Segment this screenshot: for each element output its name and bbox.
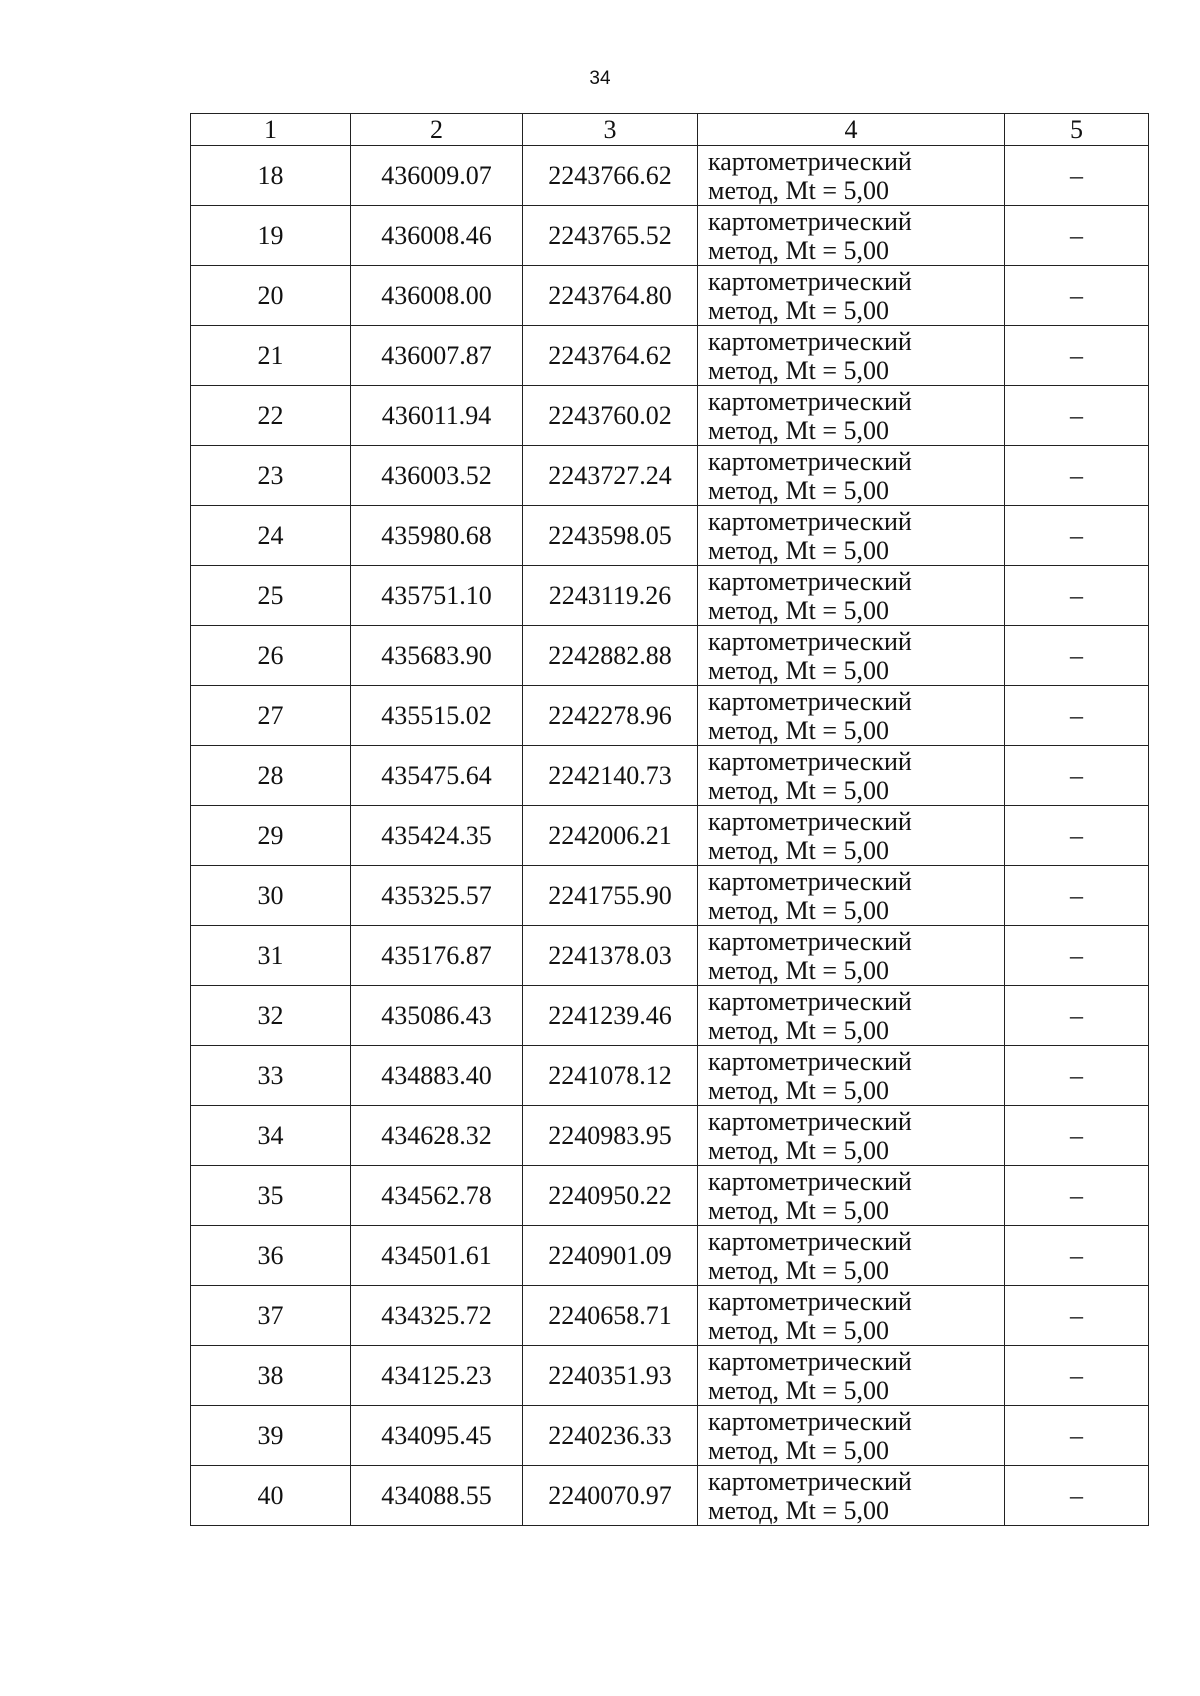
x-coordinate-cell: 436011.94 [351, 386, 523, 446]
table-row [191, 1046, 1149, 1106]
table-row [191, 866, 1149, 926]
method-line-2: метод, Mt = 5,00 [708, 235, 889, 265]
x-coordinate-cell: 436008.46 [351, 206, 523, 266]
description-cell: – [1005, 1226, 1149, 1286]
method-line-1: картометрический [708, 266, 912, 296]
y-coordinate-cell: 2243764.62 [523, 326, 698, 386]
point-number-cell: 29 [191, 806, 351, 866]
description-cell: – [1005, 1046, 1149, 1106]
table-row [191, 266, 1149, 326]
description-cell: – [1005, 746, 1149, 806]
x-coordinate-cell: 434125.23 [351, 1346, 523, 1406]
y-coordinate-cell: 2240950.22 [523, 1166, 698, 1226]
coordinates-table [190, 113, 1149, 1526]
table-row [191, 446, 1149, 506]
method-line-2: метод, Mt = 5,00 [708, 895, 889, 925]
table-row [191, 506, 1149, 566]
point-number-cell: 31 [191, 926, 351, 986]
method-line-1: картометрический [708, 146, 912, 176]
method-line-1: картометрический [708, 1466, 912, 1496]
method-cell [698, 386, 1005, 446]
y-coordinate-cell: 2241378.03 [523, 926, 698, 986]
method-cell [698, 266, 1005, 326]
y-coordinate-cell: 2240901.09 [523, 1226, 698, 1286]
point-number-cell: 36 [191, 1226, 351, 1286]
x-coordinate-cell: 436003.52 [351, 446, 523, 506]
method-line-1: картометрический [708, 206, 912, 236]
point-number-cell: 38 [191, 1346, 351, 1406]
method-line-2: метод, Mt = 5,00 [708, 1015, 889, 1045]
y-coordinate-cell: 2243764.80 [523, 266, 698, 326]
method-line-1: картометрический [708, 1286, 912, 1316]
point-number-cell: 37 [191, 1286, 351, 1346]
y-coordinate-cell: 2240983.95 [523, 1106, 698, 1166]
method-line-2: метод, Mt = 5,00 [708, 655, 889, 685]
y-coordinate-cell: 2243727.24 [523, 446, 698, 506]
method-line-1: картометрический [708, 1406, 912, 1436]
method-line-2: метод, Mt = 5,00 [708, 1075, 889, 1105]
method-cell [698, 746, 1005, 806]
method-cell [698, 1106, 1005, 1166]
method-cell [698, 566, 1005, 626]
method-line-2: метод, Mt = 5,00 [708, 1375, 889, 1405]
method-line-1: картометрический [708, 986, 912, 1016]
table-row [191, 1106, 1149, 1166]
x-coordinate-cell: 434628.32 [351, 1106, 523, 1166]
point-number-cell: 40 [191, 1466, 351, 1526]
point-number-cell: 18 [191, 146, 351, 206]
method-cell [698, 1166, 1005, 1226]
header-col-4: 4 [698, 114, 1005, 146]
description-cell: – [1005, 266, 1149, 326]
method-cell [698, 986, 1005, 1046]
method-cell [698, 806, 1005, 866]
point-number-cell: 22 [191, 386, 351, 446]
method-line-2: метод, Mt = 5,00 [708, 1435, 889, 1465]
description-cell: – [1005, 506, 1149, 566]
x-coordinate-cell: 435424.35 [351, 806, 523, 866]
point-number-cell: 24 [191, 506, 351, 566]
point-number-cell: 21 [191, 326, 351, 386]
table-row [191, 146, 1149, 206]
method-cell [698, 866, 1005, 926]
table-row [191, 386, 1149, 446]
x-coordinate-cell: 435086.43 [351, 986, 523, 1046]
method-line-2: метод, Mt = 5,00 [708, 295, 889, 325]
y-coordinate-cell: 2242140.73 [523, 746, 698, 806]
x-coordinate-cell: 434501.61 [351, 1226, 523, 1286]
method-line-1: картометрический [708, 566, 912, 596]
y-coordinate-cell: 2243760.02 [523, 386, 698, 446]
table-row [191, 326, 1149, 386]
description-cell: – [1005, 326, 1149, 386]
description-cell: – [1005, 566, 1149, 626]
method-line-1: картометрический [708, 1226, 912, 1256]
table-row [191, 806, 1149, 866]
x-coordinate-cell: 435475.64 [351, 746, 523, 806]
x-coordinate-cell: 436008.00 [351, 266, 523, 326]
description-cell: – [1005, 1286, 1149, 1346]
y-coordinate-cell: 2240070.97 [523, 1466, 698, 1526]
point-number-cell: 23 [191, 446, 351, 506]
header-col-3: 3 [523, 114, 698, 146]
point-number-cell: 28 [191, 746, 351, 806]
method-cell [698, 446, 1005, 506]
method-line-1: картометрический [708, 926, 912, 956]
method-line-2: метод, Mt = 5,00 [708, 715, 889, 745]
method-line-1: картометрический [708, 446, 912, 476]
method-line-1: картометрический [708, 1346, 912, 1376]
point-number-cell: 39 [191, 1406, 351, 1466]
table-row [191, 986, 1149, 1046]
header-col-2: 2 [351, 114, 523, 146]
y-coordinate-cell: 2240351.93 [523, 1346, 698, 1406]
x-coordinate-cell: 435325.57 [351, 866, 523, 926]
method-line-2: метод, Mt = 5,00 [708, 535, 889, 565]
y-coordinate-cell: 2240658.71 [523, 1286, 698, 1346]
table-row [191, 1286, 1149, 1346]
method-line-2: метод, Mt = 5,00 [708, 1195, 889, 1225]
x-coordinate-cell: 435980.68 [351, 506, 523, 566]
x-coordinate-cell: 435176.87 [351, 926, 523, 986]
method-line-2: метод, Mt = 5,00 [708, 175, 889, 205]
method-cell [698, 326, 1005, 386]
y-coordinate-cell: 2242006.21 [523, 806, 698, 866]
method-line-1: картометрический [708, 386, 912, 416]
y-coordinate-cell: 2241755.90 [523, 866, 698, 926]
description-cell: – [1005, 206, 1149, 266]
method-line-2: метод, Mt = 5,00 [708, 475, 889, 505]
method-cell [698, 1346, 1005, 1406]
x-coordinate-cell: 434562.78 [351, 1166, 523, 1226]
table-row [191, 1406, 1149, 1466]
description-cell: – [1005, 1166, 1149, 1226]
y-coordinate-cell: 2243766.62 [523, 146, 698, 206]
table-row [191, 686, 1149, 746]
x-coordinate-cell: 436009.07 [351, 146, 523, 206]
y-coordinate-cell: 2242882.88 [523, 626, 698, 686]
method-line-2: метод, Mt = 5,00 [708, 355, 889, 385]
description-cell: – [1005, 1406, 1149, 1466]
method-line-2: метод, Mt = 5,00 [708, 415, 889, 445]
point-number-cell: 30 [191, 866, 351, 926]
header-col-5: 5 [1005, 114, 1149, 146]
table-row [191, 1226, 1149, 1286]
description-cell: – [1005, 866, 1149, 926]
table-row [191, 566, 1149, 626]
description-cell: – [1005, 1466, 1149, 1526]
method-cell [698, 1406, 1005, 1466]
method-line-2: метод, Mt = 5,00 [708, 595, 889, 625]
description-cell: – [1005, 626, 1149, 686]
point-number-cell: 25 [191, 566, 351, 626]
point-number-cell: 34 [191, 1106, 351, 1166]
y-coordinate-cell: 2243598.05 [523, 506, 698, 566]
y-coordinate-cell: 2242278.96 [523, 686, 698, 746]
x-coordinate-cell: 435683.90 [351, 626, 523, 686]
table-body [191, 146, 1149, 1526]
method-line-1: картометрический [708, 326, 912, 356]
point-number-cell: 20 [191, 266, 351, 326]
method-line-2: метод, Mt = 5,00 [708, 835, 889, 865]
method-cell [698, 1226, 1005, 1286]
y-coordinate-cell: 2241078.12 [523, 1046, 698, 1106]
table-row [191, 926, 1149, 986]
method-cell [698, 926, 1005, 986]
description-cell: – [1005, 986, 1149, 1046]
point-number-cell: 32 [191, 986, 351, 1046]
description-cell: – [1005, 686, 1149, 746]
method-line-2: метод, Mt = 5,00 [708, 775, 889, 805]
description-cell: – [1005, 386, 1149, 446]
x-coordinate-cell: 434883.40 [351, 1046, 523, 1106]
table-row [191, 746, 1149, 806]
method-cell [698, 506, 1005, 566]
header-col-1: 1 [191, 114, 351, 146]
y-coordinate-cell: 2243765.52 [523, 206, 698, 266]
x-coordinate-cell: 436007.87 [351, 326, 523, 386]
description-cell: – [1005, 1346, 1149, 1406]
table-row [191, 1466, 1149, 1526]
point-number-cell: 26 [191, 626, 351, 686]
method-cell [698, 626, 1005, 686]
header-row [191, 114, 1149, 146]
table-header [191, 114, 1149, 146]
description-cell: – [1005, 926, 1149, 986]
point-number-cell: 19 [191, 206, 351, 266]
method-cell [698, 206, 1005, 266]
method-line-1: картометрический [708, 506, 912, 536]
method-line-1: картометрический [708, 866, 912, 896]
point-number-cell: 35 [191, 1166, 351, 1226]
table-row [191, 206, 1149, 266]
y-coordinate-cell: 2240236.33 [523, 1406, 698, 1466]
description-cell: – [1005, 146, 1149, 206]
x-coordinate-cell: 435515.02 [351, 686, 523, 746]
method-line-1: картометрический [708, 1166, 912, 1196]
method-cell [698, 1466, 1005, 1526]
description-cell: – [1005, 1106, 1149, 1166]
table-row [191, 1346, 1149, 1406]
method-line-2: метод, Mt = 5,00 [708, 1255, 889, 1285]
page-number: 34 [589, 68, 611, 89]
method-line-1: картометрический [708, 626, 912, 656]
method-line-2: метод, Mt = 5,00 [708, 1135, 889, 1165]
x-coordinate-cell: 434095.45 [351, 1406, 523, 1466]
method-line-1: картометрический [708, 1046, 912, 1076]
method-line-1: картометрический [708, 806, 912, 836]
method-cell [698, 1046, 1005, 1106]
method-line-1: картометрический [708, 686, 912, 716]
x-coordinate-cell: 434088.55 [351, 1466, 523, 1526]
method-line-1: картометрический [708, 1106, 912, 1136]
method-line-1: картометрический [708, 746, 912, 776]
point-number-cell: 33 [191, 1046, 351, 1106]
point-number-cell: 27 [191, 686, 351, 746]
description-cell: – [1005, 446, 1149, 506]
x-coordinate-cell: 435751.10 [351, 566, 523, 626]
y-coordinate-cell: 2241239.46 [523, 986, 698, 1046]
method-cell [698, 686, 1005, 746]
method-line-2: метод, Mt = 5,00 [708, 1495, 889, 1525]
table-row [191, 1166, 1149, 1226]
method-line-2: метод, Mt = 5,00 [708, 1315, 889, 1345]
method-line-2: метод, Mt = 5,00 [708, 955, 889, 985]
y-coordinate-cell: 2243119.26 [523, 566, 698, 626]
table-row [191, 626, 1149, 686]
method-cell [698, 146, 1005, 206]
x-coordinate-cell: 434325.72 [351, 1286, 523, 1346]
method-cell [698, 1286, 1005, 1346]
description-cell: – [1005, 806, 1149, 866]
